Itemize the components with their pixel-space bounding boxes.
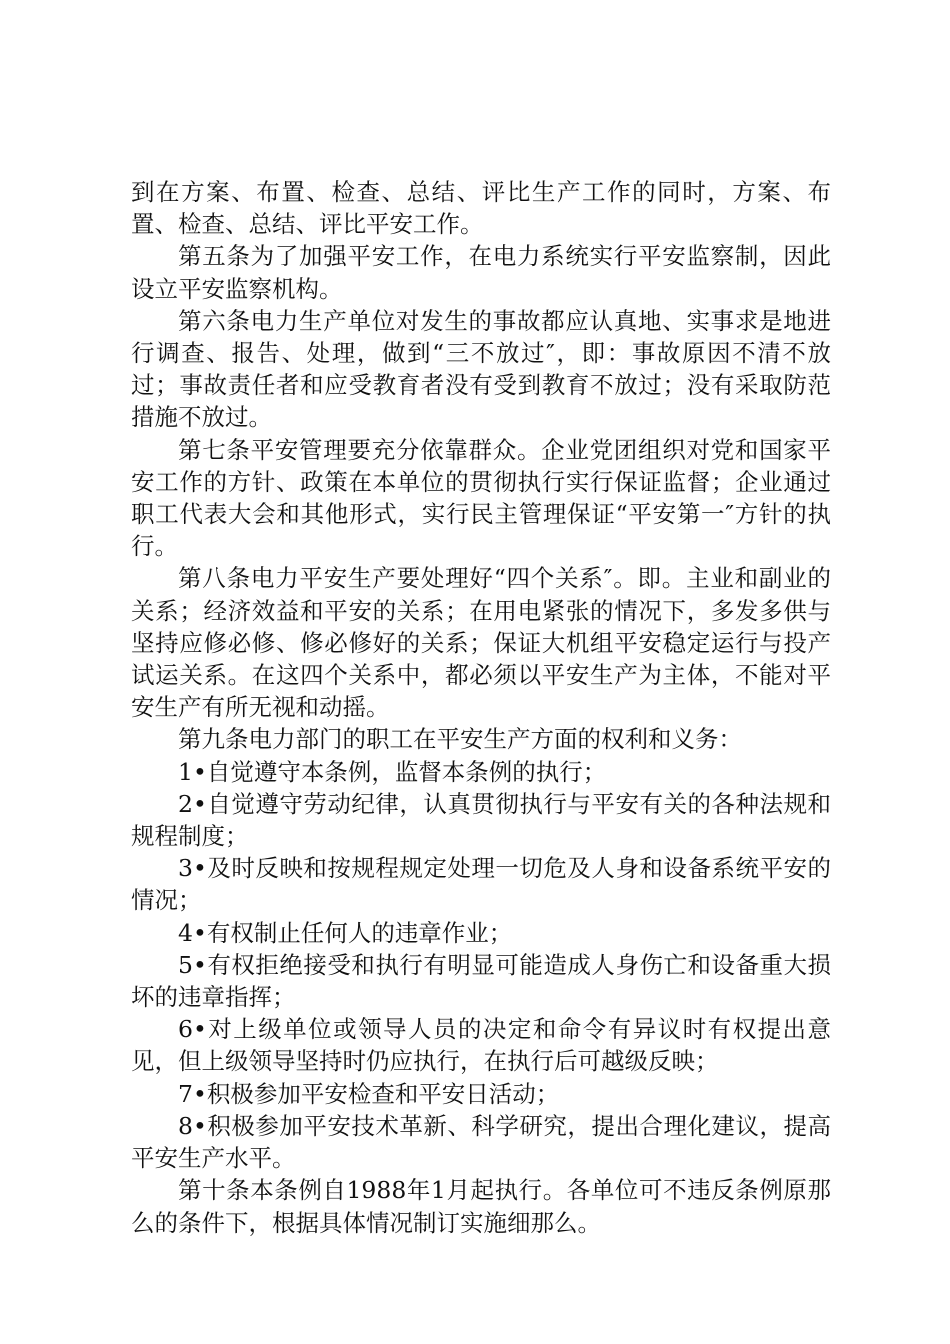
paragraph-article-6: 第六条电力生产单位对发生的事故都应认真地、实事求是地进行调查、报告、处理，做到“三不放过″，即：事故原因不清不放过；事故责任者和应受教育者没有受到教育不放过；没有采取防范措施不放过。 xyxy=(131,306,831,432)
list-item-4: 4•有权制止任何人的违章作业； xyxy=(178,918,513,947)
list-item-7: 7•积极参加平安检查和平安日活动； xyxy=(178,1079,560,1108)
paragraph: 到在方案、布置、检查、总结、评比生产工作的同时，方案、布置、检查、总结、评比平安工作。 xyxy=(131,178,831,239)
paragraph-article-7: 第七条平安管理要充分依靠群众。企业党团组织对党和国家平安工作的方针、政策在本单位的贯彻执行实行保证监督；企业通过职工代表大会和其他形式，实行民主管理保证“平安第一″方针的执行。 xyxy=(131,435,831,561)
paragraph-article-9: 第九条电力部门的职工在平安生产方面的权利和义务： xyxy=(178,725,742,754)
list-item-8: 8•积极参加平安技术革新、科学研究，提出合理化建议，提高平安生产水平。 xyxy=(131,1111,831,1173)
paragraph-article-5: 第五条为了加强平安工作，在电力系统实行平安监察制，因此设立平安监察机构。 xyxy=(131,242,831,303)
paragraph-article-10: 第十条本条例自1988年1月起执行。各单位可不违反条例原那么的条件下，根据具体情况制订实施细那么。 xyxy=(131,1176,831,1237)
list-item-3: 3•及时反映和按规程规定处理一切危及人身和设备系统平安的情况； xyxy=(131,854,831,915)
document-body xyxy=(131,176,831,1239)
list-item-1: 1•自觉遵守本条例，监督本条例的执行； xyxy=(178,757,607,786)
list-item-6: 6•对上级单位或领导人员的决定和命令有异议时有权提出意见，但上级领导坚持时仍应执行，在执行后可越级反映； xyxy=(131,1015,831,1076)
list-item-5: 5•有权拒绝接受和执行有明显可能造成人身伤亡和设备重大损坏的违章指挥； xyxy=(131,950,831,1012)
list-item-2: 2•自觉遵守劳动纪律，认真贯彻执行与平安有关的各种法规和规程制度； xyxy=(131,789,831,851)
paragraph-article-8: 第八条电力平安生产要处理好“四个关系″。即。主业和副业的关系；经济效益和平安的关系；在用电紧张的情况下，多发多供与坚持应修必修、修必修好的关系；保证大机组平安稳定运行与投产试运关系。在这四个关系中，都必须以平安生产为主体，不能对平安生产有所无视和动摇。 xyxy=(131,564,831,722)
